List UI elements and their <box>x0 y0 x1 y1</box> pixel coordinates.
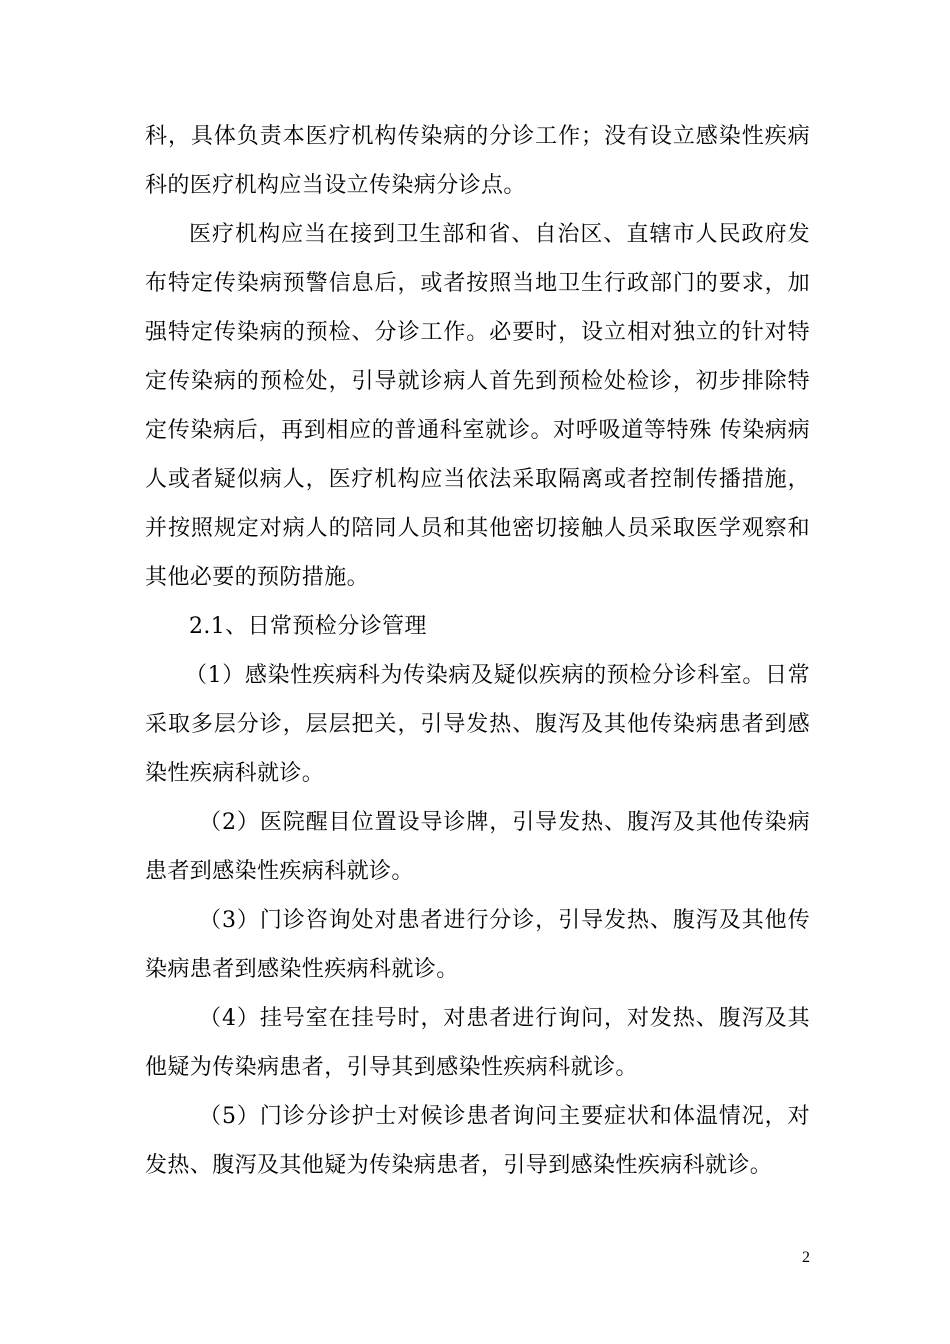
page-number: 2 <box>802 1249 810 1266</box>
paragraph-continuation: 科，具体负责本医疗机构传染病的分诊工作；没有设立感染性疾病科的医疗机构应当设立传染病分诊点。 <box>145 124 810 198</box>
list-item-1: （1）感染性疾病科为传染病及疑似疾病的预检分诊科室。日常采取多层分诊，层层把关，引导发热、腹泻及其他传染病患者到感染性疾病科就诊。 <box>145 663 810 786</box>
list-item-2: （2）医院醒目位置设导诊牌，引导发热、腹泻及其他传染病患者到感染性疾病科就诊。 <box>145 810 810 884</box>
document-body <box>145 112 810 1190</box>
section-heading-2-1: 2.1、日常预检分诊管理 <box>189 614 427 639</box>
list-item-5: （5）门诊分诊护士对候诊患者询问主要症状和体温情况，对发热、腹泻及其他疑为传染病患者，引导到感染性疾病科就诊。 <box>145 1104 810 1178</box>
paragraph-medical-institution-duties: 医疗机构应当在接到卫生部和省、自治区、直辖市人民政府发布特定传染病预警信息后，或者按照当地卫生行政部门的要求，加强特定传染病的预检、分诊工作。必要时，设立相对独立的针对特定传染病的预检处，引导就诊病人首先到预检处检诊，初步排除特定传染病后，再到相应的普通科室就诊。对呼吸道等特殊 传染病病人或者疑似病人，医疗机构应当依法采取隔离或者控制传播措施，并按照规定对病人的陪同人员和其他密切接触人员采取医学观察和其他必要的预防措施。 <box>145 222 810 590</box>
list-item-3: （3）门诊咨询处对患者进行分诊，引导发热、腹泻及其他传染病患者到感染性疾病科就诊。 <box>145 908 810 982</box>
list-item-4: （4）挂号室在挂号时，对患者进行询问，对发热、腹泻及其他疑为传染病患者，引导其到感染性疾病科就诊。 <box>145 1006 810 1080</box>
